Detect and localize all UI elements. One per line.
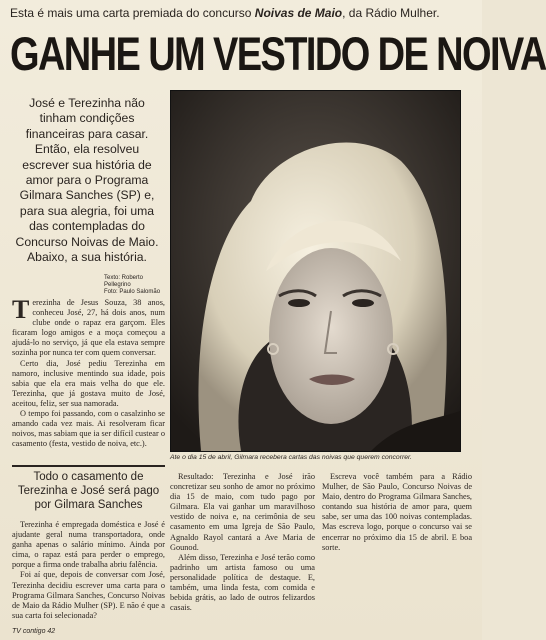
article-column-1-bottom <box>12 520 165 621</box>
article-paragraph: Além disso, Terezinha e José terão como padrinho um artista famoso ou uma personalidade política de destaque. E, também, uma linda festa, com comida e bebida grátis, ao lado de outros felizardos casais. <box>170 552 315 613</box>
article-paragraph: Escreva você também para a Rádio Mulher, de São Paulo, Concurso Noivas de Maio, dentro do Programa Gilmara Sanches, contando sua história de amor para, quem sabe, ser uma das 100 noivas contempladas. Mas escreva logo, porque o concurso vai se encerrar no próximo dia 15 de abril. E boa sorte. <box>322 472 472 552</box>
article-column-3 <box>322 472 472 553</box>
subheading: Todo o casamento de Terezinha e José será pago por Gilmara Sanches <box>17 471 160 511</box>
intro-text: Esta é mais uma carta premiada do concurso <box>10 6 255 20</box>
article-paragraph: Certo dia, José pediu Terezinha em namoro, inclusive mentindo sua idade, pois sabia que ela era mais velha do que ele. Terezinha, que já gostava muito de José, aceitou, feliz, ser sua namorada. <box>12 358 165 408</box>
article-paragraph: Terezinha é empregada doméstica e José é ajudante geral numa transportadora, onde ganha apenas o salário mínimo. Ainda por cima, o rapaz está para perder o emprego, porque a firma onde trabalha abriu falência. <box>12 520 165 570</box>
portrait-photo <box>170 90 461 452</box>
article-paragraph: Resultado: Terezinha e José irão concretizar seu sonho de amor no próximo dia 15 de maio, com tudo pago por Gilmara. Ela vai ganhar um maravilhoso vestido de noiva e, na cerimônia de seu casamento em uma Igreja de São Paulo, Agnaldo Rayol cantará a Ave Maria de Gounod. <box>170 472 315 552</box>
contest-name: Noivas de Maio <box>254 6 343 20</box>
intro-text-end: , da Rádio Mulher. <box>342 6 440 20</box>
text-credit: Texto: Roberto Pellegrino <box>104 275 144 288</box>
divider <box>12 465 165 467</box>
page-folio: TV contigo 42 <box>12 628 56 635</box>
intro-line <box>10 6 472 20</box>
paragraph-text: erezinha de Jesus Souza, 38 anos, conheceu José, 27, há dois anos, num clube onde o rapaz era garçom. Eles ficaram logo amigos e a moça começou a ajudá-lo no serviço, já que ela estava sempre sozinha por nunca ter com quem conversar. <box>12 298 165 358</box>
photo-credit: Foto: Paulo Salomão <box>104 289 161 295</box>
photo-caption: Ate o dia 15 de abril, Gilmara recebera cartas das noivas que querem concorrer. <box>170 454 412 461</box>
credits <box>104 275 164 296</box>
article-paragraph: Foi aí que, depois de conversar com José, Terezinha decidiu escrever uma carta para o Programa Gilmara Sanches, Concurso Noivas de Maio da Rádio Mulher (SP). E não é que a sua carta foi selecionada? <box>12 570 165 620</box>
standfirst: José e Terezinha não tinham condições financeiras para casar. Então, ela resolveu escrever sua história de amor para o Programa Gilmara Sanches (SP) e, para sua alegria, foi uma das contempladas do Concurso Noivas de Maio. Abaixo, a sua história. <box>15 96 159 265</box>
article-paragraph <box>12 295 165 359</box>
article-paragraph: O tempo foi passando, com o casalzinho se amando cada vez mais. Ai resolveram ficar noivos, mas sabiam que ia ser difícil custear o casamento (festa, vestido de noiva, etc.). <box>12 409 165 449</box>
headline: GANHE UM VESTIDO DE NOIVA <box>10 28 546 82</box>
drop-cap: T <box>12 295 30 324</box>
portrait-photo-icon <box>171 91 460 451</box>
article-column-2 <box>170 472 315 613</box>
article-column-1 <box>12 295 165 449</box>
